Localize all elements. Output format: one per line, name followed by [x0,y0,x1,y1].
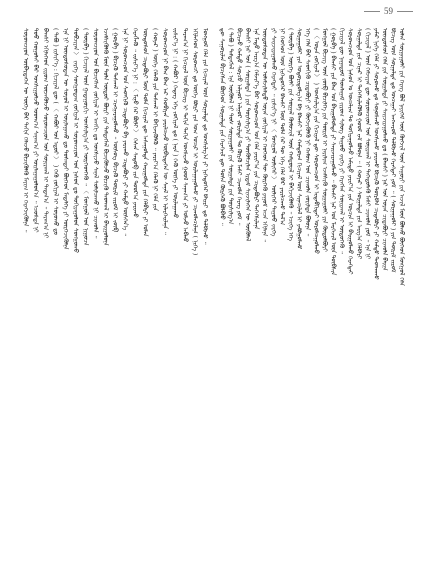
text-column [92,28,99,552]
text-column [364,28,371,552]
text-column [82,28,89,552]
column-text: ᠬᠢᠴᠢᠶᠡᠯ ᠳᠦ ᠨᠠᠭᠠᠳᠤᠮ ᠲᠣᠭᠯᠠᠭᠠᠮ ᠵᠢᠷᠤᠭ ᠰᠢᠯᠦᠭ ᠳᠠᠭᠤᠤ ᠵᠡᠷᠭᠡ ᠶᠢ ᠬᠡᠷᠡᠭᠯᠡᠨ ᠰᠣᠨᠢᠷᠬᠠᠯ ᠢ ᠥᠳᠦᠭᠡᠬᠦ ᠃ [338,28,346,254]
column-text: ᠳᠠᠷᠠᠭ᠎ᠠ ᠨᠢ ᠬᠢᠴᠢᠶᠡᠯ ᠦᠨ ᠪᠢᠴᠢᠭ ᠢ ᠳᠠᠬᠢᠨ ᠳᠠᠬᠢᠨ ᠤᠩᠰᠢᠵᠤ ᠭᠣᠣᠯ ᠰᠠᠨᠠᠭ᠎ᠠ ᠶᠢ ᠣᠯᠵᠤ ᠠᠪᠬᠤ [181,28,189,243]
text-column [278,28,285,552]
text-column [381,28,388,552]
column-text: ( ᠳᠥᠷᠪᠡ ) ᠥᠷᠬᠡ ᠪᠦᠯᠢ ᠶᠢᠨ ᠰᠤᠷᠭᠠᠯ ᠬᠥᠮᠦᠵᠢᠯ ᠦᠨ ᠬᠠᠮᠲᠤᠷᠠᠯ ᠢ ᠪᠡᠬᠢᠵᠢᠭᠦᠯᠬᠦ ᠃ ᠡᠴᠢᠭᠡ ᠡᠬᠡ [286,28,294,241]
text-column [152,28,159,552]
column-text: ᠵᠢᠱᠢᠶ᠎ᠡ ᠨᠢ : ( ᠬᠠᠪᠤᠷ ) ᠭᠡᠳᠡᠭ ᠡᠬᠡ ᠵᠣᠬᠢᠶᠠᠯ ᠳᠤ ( ᠨᠠᠷᠠ ) ᠭᠡᠬᠦ ᠦᠭᠡ ᠶᠢ ᠣᠢᠯᠠᠭᠠᠬᠤ [171,28,179,219]
text-column [287,28,294,552]
text-column [321,28,328,552]
text-column [270,28,277,552]
column-text: ᠡᠬᠡ ᠬᠡᠯᠡ ᠪᠡᠷ ᠰᠡᠳᠬᠢᠬᠦ ᠴᠢᠳᠠᠪᠤᠷᠢ ᠶᠢ ᠬᠥᠭᠵᠢᠭᠦᠯᠬᠦ ᠨᠢ ᠬᠠᠮᠤᠭ ᠤᠨ ᠴᠢᠬᠤᠯᠠ ᠵᠣᠷᠢᠯᠲᠠ ᠪᠣᠯᠤᠨᠠ ᠃ [303,28,311,237]
text-column [201,28,208,552]
text-column [162,28,169,552]
column-text: ᠡᠬᠢᠯᠡᠭᠡᠳ ᠰᠤᠷᠤᠭᠴᠢ ᠳᠤ ᠦᠭᠡ ᠪᠦᠷᠢ ᠶᠢᠨ ᠤᠭ ᠤᠴᠢᠷ ᠢ ᠣᠢᠯᠠᠭᠠᠭᠤᠯᠬᠤ ᠶᠢ ᠴᠢᠬᠤᠯᠠᠴᠢᠯᠠᠨᠠ ( ᠨᠢᠭᠡ ) [191,28,199,256]
column-text: ᠡᠨᠡ ᠨᠢ ᠦᠨᠳᠦᠰᠦᠲᠡᠨ ᠦ ᠰᠣᠶᠤᠯ ᠢ ᠣᠢᠯᠠᠭᠠᠬᠤ ᠳᠤ ᠲᠤᠰᠠᠲᠠᠢ ᠪᠥᠭᠡᠳ ᠮᠡᠳᠡᠯᠭᠡ ᠶᠢ ᠥᠷᠭᠡᠵᠢᠭᠦᠯᠨᠡ [61,28,69,250]
text-column [304,28,311,552]
column-text: ᠰᠤᠷᠤᠭᠴᠢᠳ ᠨᠢ ᠪᠠᠭ ᠪᠠᠭ ᠠᠷ ᠬᠤᠪᠢᠶᠠᠨ ᠶᠠᠷᠢᠯᠴᠠᠵᠤ ᠥᠪᠡᠷᠲᠡᠭᠡᠨ ᠦ ᠰᠠᠨᠠᠯ ᠢ ᠢᠯᠡᠷᠬᠡᠢᠯᠡᠨᠡ ᠃ [161,28,169,235]
text-column [330,28,337,552]
column-text: ᠬᠡᠷᠡᠭᠯᠡᠬᠦ ᠃ ᠵᠢᠱᠢᠶ᠎ᠡ ᠨᠢ : 〈 ᠮᠢᠨᠤ ᠭᠡᠷ ᠪᠦᠯᠢ 〉 ᠭᠡᠰᠡᠨ ᠰᠡᠳᠦᠪ ᠵᠢᠨ ᠳᠣᠣᠷ᠎ᠠ ᠶᠠᠷᠢᠬᠤ [131,28,139,218]
text-column [295,28,302,552]
column-text: ᠦᠨᠳᠦᠰᠦᠲᠡᠨ ᠦ ᠤᠯᠠᠮᠵᠢᠯᠠᠯᠲᠤ ᠤᠷᠠᠨ ᠵᠣᠬᠢᠶᠠᠯ ᠢ ᠬᠡᠦᠬᠡᠳ ᠲᠦ ᠬᠦᠷᠭᠡᠬᠦ ᠶᠠᠭᠤᠮ ᠠᠴᠠ ᠡᠬᠢᠯᠡᠨᠡ ᠃ [261,28,269,243]
text-column [132,28,139,552]
column-text: ᠰᠤᠷᠤᠭᠴᠢᠳ ᠥᠪᠡᠷᠲᠡᠭᠡᠨ ᠦ ᠦᠭᠡ ᠪᠡᠷ ᠳᠠᠬᠢᠨ ᠬᠡᠯᠡᠵᠦ ᠪᠢᠴᠢᠭᠦᠯᠬᠦ ᠮᠠᠶᠢᠭ ᠢ ᠬᠡᠷᠡᠭᠵᠢᠭᠦᠯᠨᠡ ᠃ [22,28,29,233]
column-text: ᠶᠢ ᠰᠠᠢᠵᠢᠷᠠᠭᠤᠯᠬᠤ ᠬᠡᠷᠡᠭᠲᠡᠢ ᠃ ᠵᠢᠱᠢᠶ᠎ᠡ ᠨᠢ 〈 ᠮᠣᠩᠭᠣᠯ ᠦᠯᠢᠭᠡᠷ 〉 ᠦᠯᠢᠭᠡᠷ ᠳᠠᠭᠤᠤ ᠵᠡᠷᠭᠡ [269,28,277,237]
column-text: ᠡᠨᠡ ᠨᠢ ᠰᠤᠷᠤᠭᠴᠢᠳ ᠤᠨ ᠰᠡᠳᠬᠢᠬᠦ ᠴᠢᠳᠠᠪᠤᠷᠢ ᠪᠠ ᠶᠠᠷᠢᠬᠤ ᠴᠢᠳᠠᠪᠤᠷᠢ ᠶᠢ ᠬᠠᠮᠲᠤ ᠥᠰᠬᠡᠨ᠎ᠡ ᠃ [121,28,129,237]
text-column [227,28,234,552]
text-column [172,28,179,552]
text-column [52,28,59,552]
text-column [398,28,405,552]
text-column [244,28,251,552]
column-text: ( ᠭᠤᠷᠪᠠ ) ᠪᠠᠭᠰᠢ ᠶᠢᠨ ᠪᠠᠭ ᠤᠨ ᠪᠠᠢᠭᠤᠯᠤᠯᠲᠠ ᠶᠢ ᠰᠠᠢᠵᠢᠷᠠᠭᠤᠯᠬᠤ ᠃ ᠪᠠᠭᠰᠢ ᠨᠠᠷ ᠤᠨ ᠮᠡᠷᠭᠡᠵᠢᠯ ᠦᠨ ᠲᠦᠪᠰᠢᠨ [329,28,337,276]
column-text: ( 〈 ᠤᠷᠠᠨ ᠵᠣᠬᠢᠶᠠᠯ 〉 ) ᠤᠩᠰᠢᠯᠭ᠎ᠠ ᠶᠢᠨ ᠬᠢᠴᠢᠶᠡᠯ ᠳᠦ ᠰᠤᠷᠤᠭᠴᠢᠳ ᠢ ᠢᠳᠡᠪᠬᠢᠲᠡᠢ ᠣᠷᠣᠯᠴᠠᠭᠤᠯᠬᠤ [312,28,320,254]
column-text: ᠦᠨᠳᠦᠰᠦᠨ ᠬᠡᠯᠡ ᠶᠢᠨ ᠰᠤᠷᠭᠠᠯᠲᠠ ᠶᠢ ᠰᠠᠢᠵᠢᠷᠠᠭᠤᠯᠬᠤ ᠳᠤ ( ᠪᠠᠭᠰᠢ ) ᠨᠠᠷ ᠤᠨ ᠤᠷᠠᠨ ᠴᠢᠳᠠᠪᠤᠷᠢ ᠴᠢᠬᠤᠯᠠ ᠪᠠᠢᠨᠠ [380,28,388,271]
text-column [219,28,226,552]
text-column [236,28,243,552]
column-text: ᠮᠣᠩᠭᠣᠯ ᠬᠡᠯᠡ ᠶᠢᠨ ᠬᠢᠴᠢᠶᠡᠯ ᠦᠨ ᠰᠤᠷᠭᠠᠯᠲᠠ ᠳᠤ ᠤᠩᠰᠢᠯᠭ᠎ᠠ ᠶᠢ ᠨᠢᠭᠡᠳᠦᠭᠡᠷ ᠪᠠᠢᠷᠢ ᠳᠤ ᠲᠠᠯᠪᠢᠬᠤ ᠃ [201,28,209,245]
column-text: ᠣᠯᠠᠨ ᠰᠤᠷᠭᠠᠭᠤᠯᠢ ᠶᠢᠨ ᠬᠡᠷᠡᠭ ᠪᠣᠯ ᠨᠡᠶᠢᠭᠡᠮ ᠦᠨ ᠬᠥᠭᠵᠢᠯ ᠦᠨ ᠰᠠᠭᠤᠷᠢ ᠶᠢᠨ ᠠᠵᠢᠯ ᠮᠥᠨ ᠪᠣᠯᠬᠣ ᠪᠥᠭᠡᠳ ᠮᠣᠩᠭᠣᠯ ᠬᠡᠯᠡ [397,28,405,286]
column-text: ( ᠬᠢᠴᠢᠶᠡᠯ ) ᠦᠨ ᠬᠡᠮᠵᠢᠶᠡᠨ ᠳᠦ ᠰᠤᠷᠤᠭᠴᠢᠳ ᠤᠨ ᠰᠣᠨᠢᠷᠬᠠᠯ ᠢ ᠳᠡᠭᠡᠳᠦᠯᠡᠬᠦ ᠮᠠᠰᠢ ᠴᠢᠬᠤᠯᠠ ᠶᠤᠮ ᠃ ᠡᠨᠡ ᠨᠢ [363,28,371,260]
text-column [347,28,354,552]
text-column [142,28,149,552]
column-text: ᠶᠠᠮᠠᠷ ᠨᠢᠭᠡ ᠬᠡᠯᠡ ᠶᠢ ᠰᠤᠷᠤᠬᠤ ᠳᠤ ᠰᠤᠨᠣᠰᠬᠤ ᠤᠩᠰᠢᠬᠤ ᠶᠠᠷᠢᠬᠤ ᠪᠢᠴᠢᠬᠦ ᠳᠥᠷᠪᠡᠨ ᠴᠢᠳᠠᠪᠤᠷᠢ ᠶᠢ ᠬᠠᠮᠲᠤ ᠳᠠᠳᠬᠠᠬᠤ [372,28,380,280]
text-column [42,28,49,552]
text-column [253,28,260,552]
text-column [22,28,29,552]
column-text: ᠰᠤᠷᠤᠭᠴᠢᠳ ᠤᠨ ᠨᠠᠰᠤᠨ ᠤ ᠣᠨᠴᠠᠯᠢᠭ ᠲᠤ ᠲᠣᠬᠢᠷᠠᠭᠤᠯᠵᠤ ᠠᠮᠢᠳᠤ ᠶᠠᠷᠢᠶ᠎ᠠ ᠶᠢᠨ ᠣᠷᠴᠢᠨ ᠢ ᠪᠠᠢᠭᠤᠯᠬᠤ ᠬᠡᠷᠡᠭᠲᠡᠢ [346,28,354,275]
column-text: ᠲᠣᠪᠴᠢᠶᠠᠨ 〉 ᠵᠡᠷᠭᠡ ᠰᠣᠩᠭᠣᠳᠠᠭ ᠵᠣᠬᠢᠶᠠᠯ ᠢ ᠰᠤᠷᠤᠭᠴᠢᠳ ᠤᠨ ᠨᠠᠰᠤᠨ ᠳᠤ ᠲᠣᠬᠢᠷᠠᠭᠤᠯᠤᠨ ᠰᠣᠩᠭᠣᠬᠤ [71,28,79,253]
text-column [102,28,109,552]
text-column [72,28,79,552]
column-text: ᠳᠦ ᠰᠠᠭᠤᠷᠢᠯᠠᠨ ᠪᠢᠴᠢᠭᠰᠡᠨ ᠪᠥᠭᠡᠳ ᠰᠤᠷᠭᠠᠯᠲᠠ ᠶᠢᠨ ᠬᠡᠷᠡᠭᠵᠢᠯ ᠳᠦ ᠲᠤᠰᠠ ᠬᠦᠷᠭᠡᠬᠦ ᠪᠣᠯᠪᠠᠤ ᠃ [218,28,226,226]
text-column [112,28,119,552]
column-text: ᠪᠠᠭᠰᠢ ᠡᠬᠢᠯᠡᠭᠡᠳ ᠵᠢᠷᠤᠭ ᠦᠵᠡᠭᠦᠯᠵᠦ ᠰᠤᠷᠤᠭᠴᠢᠳ ᠤᠨ ᠰᠣᠨᠢᠷᠬᠠᠯ ᠢ ᠲᠠᠲᠠᠨ᠎ᠠ ᠃ ᠳᠠᠷᠠᠭ᠎ᠠ ᠨᠢ [41,28,49,239]
text-column [338,28,345,552]
column-text: ᠰᠤᠷᠭᠠᠭᠤᠯᠢ ᠶᠢᠨ ᠤᠳᠤᠷᠢᠳᠤᠯᠭ᠎ᠠ ᠪᠠ ᠪᠠᠭᠰᠢ ᠨᠠᠷ ᠬᠠᠮᠲᠤᠷᠠᠨ ᠬᠢᠴᠢᠶᠡᠯ ᠦᠨ ᠰᠢᠨᠡᠴᠢᠯᠡᠯ ᠢ ᠶᠠᠪᠤᠭᠤᠯᠬᠤ [295,28,303,250]
column-text: ( ᠳᠥᠷᠪᠡ ) ᠬᠢᠴᠢᠶᠡᠯ ᠦᠨ ᠭᠠᠳᠠᠭᠤᠷᠬᠢ ᠤᠩᠰᠢᠯᠭ᠎ᠠ ᠶᠢ ᠥᠷᠭᠡᠳᠬᠡᠬᠦ ᠃ 〈 ᠮᠣᠩᠭᠣᠯ ᠤᠨ ᠨᠢᠭᠤᠴᠠ [81,28,89,246]
column-text: ᠡᠨᠡ ᠮᠡᠲᠦ ᠠᠷᠭ᠎ᠠ ᠬᠡᠮᠵᠢᠶ᠎ᠡ ᠪᠠᠷ ᠰᠤᠷᠤᠭᠴᠢᠳ ᠤᠨ ᠬᠡᠯᠡ ᠶᠠᠷᠢᠶ᠎ᠠ ᠶᠢᠨ ᠴᠢᠳᠠᠪᠤᠷᠢ ᠳᠡᠭᠡᠭᠰᠢᠯᠡᠨᠡ [252,28,260,230]
text-column [191,28,198,552]
column-text: ᠮᠣᠩᠭᠣᠯ ᠪᠢᠴᠢᠭ ᠦᠨ ᠵᠥᠪ ᠪᠢᠴᠢᠯᠭᠡ ᠶᠢᠨ ᠳᠦᠷᠢᠮ ᠢ ᠨᠠᠷᠢᠯᠢᠭ ᠡᠵᠡᠮᠰᠢᠬᠦ ᠰᠤᠷᠭᠠᠭᠤᠯᠢ ᠶᠢᠨ ᠬᠥᠲᠦᠯᠪᠦᠷᠢ [321,28,329,252]
text-column [32,28,39,552]
text-column [62,28,69,552]
left-text-block [22,28,209,552]
column-text: ( ᠭᠤᠷᠪᠠ ) ᠪᠢᠴᠢᠬᠦ ᠳᠠᠰᠬᠠᠯ ᠢ ᠴᠢᠩᠭᠠᠷᠠᠭᠤᠯᠬᠤ ᠃ ᠦᠰᠦᠭ ᠪᠢᠴᠢᠬᠦ ᠳᠦᠷᠢᠮ ᠵᠢᠷᠤᠮ ᠢ ᠵᠥᠪ [111,28,119,233]
column-text: ( ᠲᠠᠪᠤ ) ᠲᠡᠮᠳᠡᠭᠯᠡᠯ : ᠡᠨᠡ ᠥᠭᠦᠯᠡᠯ ᠨᠢ ᠲᠤᠰ ᠰᠤᠷᠭᠠᠭᠤᠯᠢ ᠶᠢᠨ ᠰᠤᠷᠭᠠᠯᠲᠠ ᠶᠢᠨ ᠲᠤᠷᠰᠢᠯᠭ᠎ᠠ [227,28,235,225]
right-text-block [219,28,406,552]
text-column [261,28,268,552]
column-text: ᠪᠢᠴᠢᠭ ᠦᠨ ᠰᠤᠷᠭᠠᠯᠲᠠ ᠳᠤ ᠣᠨᠴᠠᠭᠠᠢ ᠠᠩᠬᠠᠷᠤᠯ ᠲᠠᠯᠪᠢᠬᠤ ᠬᠡᠷᠡᠭᠲᠡᠢ ᠶᠤᠮ ᠃ ( ᠰᠤᠷᠭᠠᠭᠤᠯᠢ ) ᠶᠢᠨ ᠳᠦᠷᠢᠮ ᠵᠢᠷᠤᠮ [389,28,397,273]
header-rule-right [397,11,413,12]
text-column [122,28,129,552]
text-column [389,28,396,552]
column-text: ᠰᠤᠷᠤᠭᠴᠢᠳ ᠤᠨ ᠪᠢᠴᠢᠭᠰᠡᠨ ᠵᠣᠬᠢᠶᠠᠯ ᠢ ᠠᠩᠭᠢ ᠳᠤ ᠤᠩᠰᠢᠵᠤ ᠰᠠᠨᠠᠯ ᠰᠣᠯᠢᠯᠴᠠᠬᠤ ᠨᠢ ᠴᠢᠬᠤᠯᠠ ᠃ [91,28,99,239]
column-text: ᠨᠢ ᠬᠡᠦᠬᠡᠳ ᠦᠨ ᠨᠢᠭᠡᠳᠦᠭᠡᠷ ᠪᠠᠭᠰᠢ ᠮᠥᠨ ᠲᠤᠯᠠ ᠭᠡᠷ ᠲᠦ ᠡᠬᠡ ᠬᠡᠯᠡ ᠪᠡᠷ ᠶᠠᠷᠢᠯᠴᠠᠬᠤ ᠲᠠᠯ᠎ᠠ [278,28,286,226]
column-text: ᠦᠨᠳᠦᠰᠦᠨ ᠴᠢᠳᠠᠪᠤᠷᠢ ᠮᠥᠨ ᠲᠤᠯᠠ ᠬᠢᠴᠢᠶᠡᠯ ᠳᠦ ᠠᠰᠠᠭᠤᠯᠲᠠ ᠬᠠᠷᠢᠭᠤᠯᠲᠠ ᠶᠢᠨ ᠬᠡᠯᠪᠡᠷᠢ ᠶᠢ ᠣᠯᠠᠨ [141,28,149,237]
header-rule-left [364,11,380,12]
text-column [355,28,362,552]
page-header [364,6,413,16]
text-column [372,28,379,552]
column-text: ᠪᠢᠴᠢᠵᠦ ᠬᠠᠮᠲᠤ ᠰᠤᠷᠴᠤ ᠠᠯᠭᠤᠷ ᠠᠯᠭᠤᠷ ᠵᠣᠷᠢᠯᠲᠠ ᠲᠤ ᠬᠦᠷᠬᠦ ᠮᠠᠰᠢ ᠴᠢᠬᠤᠯᠠ ᠬᠡᠷᠡᠭ ᠶᠤᠮ ᠃ [235,28,243,226]
page-number: 59 [384,6,393,16]
column-text: ( ᠬᠣᠶᠠᠷ ) ᠦᠭᠡ ᠬᠡᠯᠡᠬᠦ ᠶᠢᠨ ᠳᠠᠰᠬᠠᠯ ᠢ ᠪᠡᠬᠢᠵᠢᠭᠦᠯᠬᠦ ᠃ ᠶᠠᠷᠢᠶ᠎ᠠ ᠬᠡᠯᠡᠬᠦ ᠨᠢ ᠬᠡᠯᠡ ᠶᠢᠨ [151,28,159,211]
column-text: ᠳᠤᠤ ᠬᠣᠭᠣᠯᠠᠢ ᠪᠡᠷ ᠤᠩᠰᠢᠭᠤᠯᠵᠤ ᠤᠳᠬ᠎ᠠ ᠰᠠᠨᠠᠭ᠎ᠠ ᠶᠢ ᠣᠢᠯᠠᠭᠠᠭᠤᠯᠤᠨ᠎ᠠ ᠃ ᠡᠴᠦᠰᠲᠡ ᠨᠢ [31,28,39,233]
column-text: ( ᠲᠠᠪᠤ ) ᠵᠢᠱᠢᠶ᠎ᠡ : ᠬᠢᠴᠢᠶᠡᠯ ᠳᠦ ( 〈 ᠬᠠᠪᠤᠷ ᠤᠨ ᠡᠳᠦᠷ 〉 ) ᠭᠡᠬᠦ ᠵᠣᠬᠢᠶᠠᠯ ᠢ ᠰᠤᠷᠤᠬᠤ ᠳᠤ [51,28,59,235]
column-text: ᠪᠠᠭᠰᠢ ᠨᠠᠷ ᠤᠨ ( ᠰᠤᠷᠭᠠᠯᠲᠠ ) ᠶᠢᠨ ᠲᠤᠷᠰᠢᠯᠭ᠎ᠠ ᠶᠢ ᠳᠦᠭᠦᠮᠴᠢᠯᠡᠨ ᠡᠷᠳᠡᠮ ᠰᠢᠨᠵᠢᠯᠡᠭᠡᠨ ᠦ ᠥᠭᠦᠯᠡᠯ [244,28,252,242]
column-text: ᠡᠵᠡᠮᠰᠢᠭᠦᠯᠬᠦ ᠮᠥᠨ ᠲᠤᠯᠠ ᠥᠳᠦᠷ ᠪᠦᠷᠢ ᠶᠢᠨ ᠲᠡᠮᠳᠡᠭᠯᠡᠯ ᠪᠢᠴᠢᠭᠦᠯᠵᠦ ᠪᠢᠴᠢᠬᠦ ᠳᠠᠳᠬᠠᠯ ᠢ ᠪᠠᠢᠭᠤᠯᠤᠨᠠ [101,28,109,246]
text-column [313,28,320,552]
page-body [22,28,405,552]
text-column [182,28,189,552]
column-text: ᠰᠤᠷᠭᠠᠯᠲᠠ ᠶᠢᠨ ᠴᠢᠨᠠᠷ ᠢ ᠳᠡᠭᠡᠭᠰᠢᠯᠡᠭᠦᠯᠬᠦ ᠭᠣᠣᠯ ᠵᠠᠮ ᠪᠣᠯᠤᠨᠠ ᠃ ( ᠬᠣᠶᠠᠷ ) ᠰᠤᠷᠭᠠᠯᠲᠠ ᠶᠢᠨ ᠠᠷᠭ᠎ᠠ ᠬᠡᠯᠪᠡᠷᠢ [355,28,363,260]
